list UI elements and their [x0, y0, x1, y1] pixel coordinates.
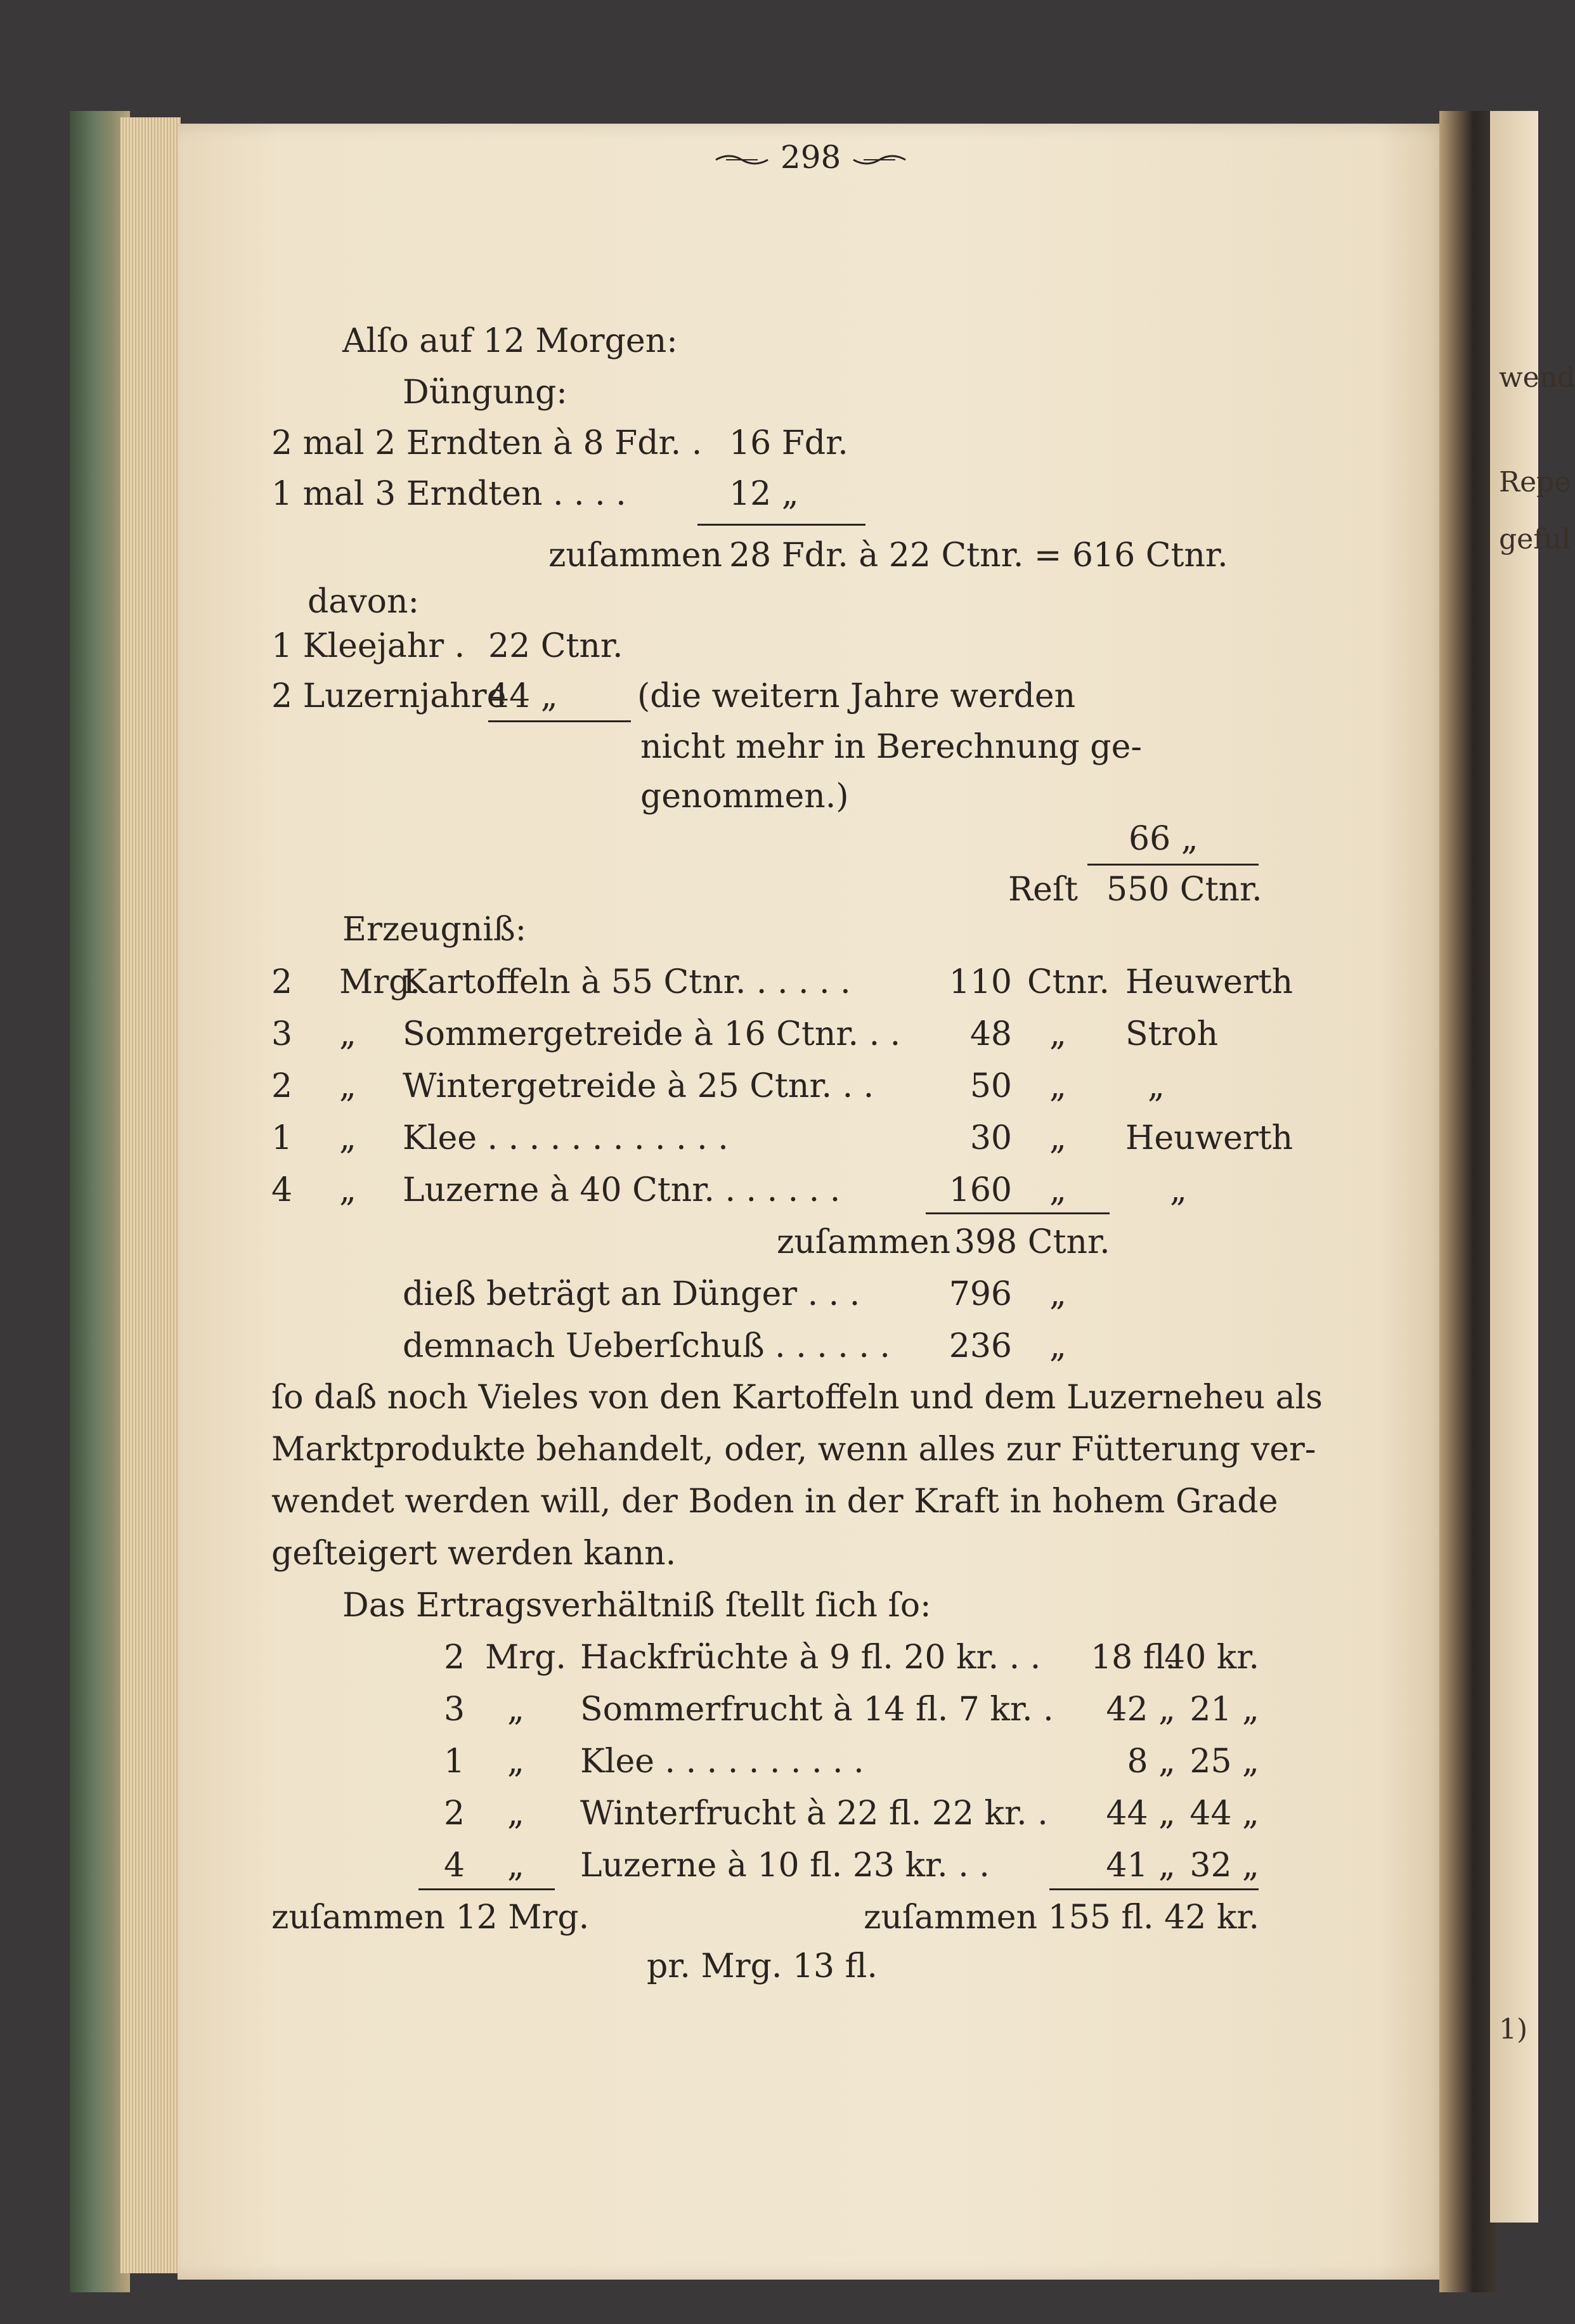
table-cell: 160 [949, 1171, 1012, 1209]
table-cell: „ [339, 1067, 356, 1105]
klee-label: 1 Kleejahr . [271, 627, 465, 665]
rule [697, 524, 865, 526]
table-cell: 3 [444, 1691, 465, 1729]
table-cell: 30 [969, 1119, 1012, 1157]
zus1-label: zuſammen [548, 536, 723, 575]
ertrag-total-left: zuſammen 12 Mrg. [271, 1899, 590, 1937]
table-cell: Luzerne à 40 Ctnr. . . . . . . [403, 1171, 841, 1209]
note-line-1: (die weitern Jahre werden [637, 677, 1076, 715]
klee-value: 22 Ctnr. [488, 627, 623, 665]
table-cell: Hackfrüchte à 9 fl. 20 kr. . . [580, 1639, 1041, 1677]
table-cell: „ [1148, 1067, 1165, 1105]
rule [926, 1212, 1110, 1214]
rest-label: Reſt [1008, 871, 1079, 909]
table-cell: 44 „ [1106, 1795, 1176, 1833]
table-cell: 4 [444, 1847, 465, 1885]
table-cell: 1 [271, 1119, 293, 1157]
note-line-2: nicht mehr in Berechnung ge- [640, 728, 1142, 766]
luzern-label: 2 Luzernjahre [271, 677, 507, 715]
rest-value: 550 Ctnr. [1106, 871, 1262, 909]
table-cell: „ [1049, 1119, 1066, 1157]
table-cell: „ [507, 1795, 524, 1833]
paragraph-line: geſteigert werden kann. [271, 1535, 677, 1573]
table-cell: 3 [271, 1015, 293, 1053]
table-cell: „ [1049, 1015, 1066, 1053]
table-cell: „ [507, 1847, 524, 1885]
table-cell: 2 [271, 963, 293, 1001]
duenger-unit: „ [1049, 1275, 1066, 1313]
table-cell: 44 „ [1189, 1795, 1259, 1833]
table-cell: 42 „ [1106, 1691, 1176, 1729]
table-cell: 110 [949, 963, 1012, 1001]
fragment-text: geful [1499, 523, 1571, 555]
table-cell: Winterfrucht à 22 fl. 22 kr. . [580, 1795, 1048, 1833]
note-line-3: genommen.) [640, 777, 849, 815]
intro-line: Alſo auf 12 Morgen: [342, 322, 678, 360]
table-cell: „ [1170, 1171, 1187, 1209]
ernte1-value: 16 Fdr. [729, 424, 848, 462]
rule [418, 1888, 555, 1890]
table-cell: 2 [271, 1067, 293, 1105]
zus1-value: 28 Fdr. à 22 Ctnr. = 616 Ctnr. [729, 536, 1228, 575]
paragraph-line: wendet werden will, der Boden in der Kraft in hohem Grade [271, 1483, 1278, 1521]
table-cell: „ [507, 1743, 524, 1781]
table-cell: Mrg. [485, 1639, 566, 1677]
table-cell: 18 fl. [1091, 1639, 1176, 1677]
ueberschuss-label: demnach Ueberſchuß . . . . . . [403, 1327, 890, 1365]
table-cell: Stroh [1125, 1015, 1219, 1053]
table-cell: 25 „ [1189, 1743, 1259, 1781]
table-cell: „ [339, 1015, 356, 1053]
table-cell: 40 kr. [1164, 1639, 1259, 1677]
production-total-value: 398 Ctnr. [954, 1223, 1110, 1261]
duenger-label: dieß beträgt an Dünger . . . [403, 1275, 860, 1313]
subtotal-value: 66 „ [1129, 820, 1198, 858]
rule [1049, 1888, 1259, 1890]
luzern-value: 44 „ [488, 677, 558, 715]
table-cell: „ [1049, 1171, 1066, 1209]
duengung-heading: Düngung: [403, 373, 567, 412]
duenger-value: 796 [949, 1275, 1012, 1313]
davon-label: davon: [308, 583, 419, 621]
ernte2-label: 1 mal 3 Erndten . . . . [271, 475, 626, 513]
table-cell: 50 [969, 1067, 1012, 1105]
table-cell: 4 [271, 1171, 293, 1209]
table-cell: „ [339, 1119, 356, 1157]
table-cell: Kartoffeln à 55 Ctnr. . . . . . [403, 963, 851, 1001]
page-number: 298 [780, 139, 841, 176]
table-cell: 32 „ [1189, 1847, 1259, 1885]
table-cell: „ [1049, 1067, 1066, 1105]
table-cell: 1 [444, 1743, 465, 1781]
ertrag-heading: Das Ertragsverhältniß ſtellt ſich ſo: [342, 1587, 931, 1625]
table-cell: 21 „ [1189, 1691, 1259, 1729]
fragment-text: wend [1499, 361, 1575, 394]
ertrag-total-right: zuſammen 155 fl. 42 kr. [864, 1899, 1259, 1937]
ueberschuss-value: 236 [949, 1327, 1012, 1365]
table-cell: Mrg. [339, 963, 420, 1001]
fragment-text: 1) [1499, 2013, 1528, 2046]
table-cell: 41 „ [1106, 1847, 1176, 1885]
paragraph-line: Marktprodukte behandelt, oder, wenn alles zur Fütterung ver- [271, 1431, 1316, 1469]
table-cell: „ [339, 1171, 356, 1209]
fragment-text: Repe [1499, 466, 1571, 498]
table-cell: Klee . . . . . . . . . . [580, 1743, 864, 1781]
table-cell: Ctnr. [1027, 963, 1110, 1001]
table-cell: Klee . . . . . . . . . . . . [403, 1119, 729, 1157]
table-cell: Sommerfrucht à 14 fl. 7 kr. . [580, 1691, 1054, 1729]
rule [488, 720, 631, 722]
table-cell: „ [507, 1691, 524, 1729]
per-morgen: pr. Mrg. 13 fl. [647, 1947, 878, 1985]
table-cell: Sommergetreide à 16 Ctnr. . . [403, 1015, 901, 1053]
production-total-label: zuſammen [777, 1223, 951, 1261]
table-cell: Heuwerth [1125, 963, 1293, 1001]
table-cell: Heuwerth [1125, 1119, 1293, 1157]
table-cell: Luzerne à 10 fl. 23 kr. . . [580, 1847, 990, 1885]
table-cell: 2 [444, 1639, 465, 1677]
table-cell: 8 „ [1127, 1743, 1176, 1781]
ernte1-label: 2 mal 2 Erndten à 8 Fdr. . [271, 424, 703, 462]
table-cell: 48 [969, 1015, 1012, 1053]
paragraph-line: ſo daß noch Vieles von den Kartoffeln und dem Luzerneheu als [271, 1379, 1323, 1417]
table-cell: 2 [444, 1795, 465, 1833]
ernte2-value: 12 „ [729, 475, 799, 513]
ueberschuss-unit: „ [1049, 1327, 1066, 1365]
table-cell: Wintergetreide à 25 Ctnr. . . [403, 1067, 874, 1105]
erzeugnis-heading: Erzeugniß: [342, 911, 527, 949]
